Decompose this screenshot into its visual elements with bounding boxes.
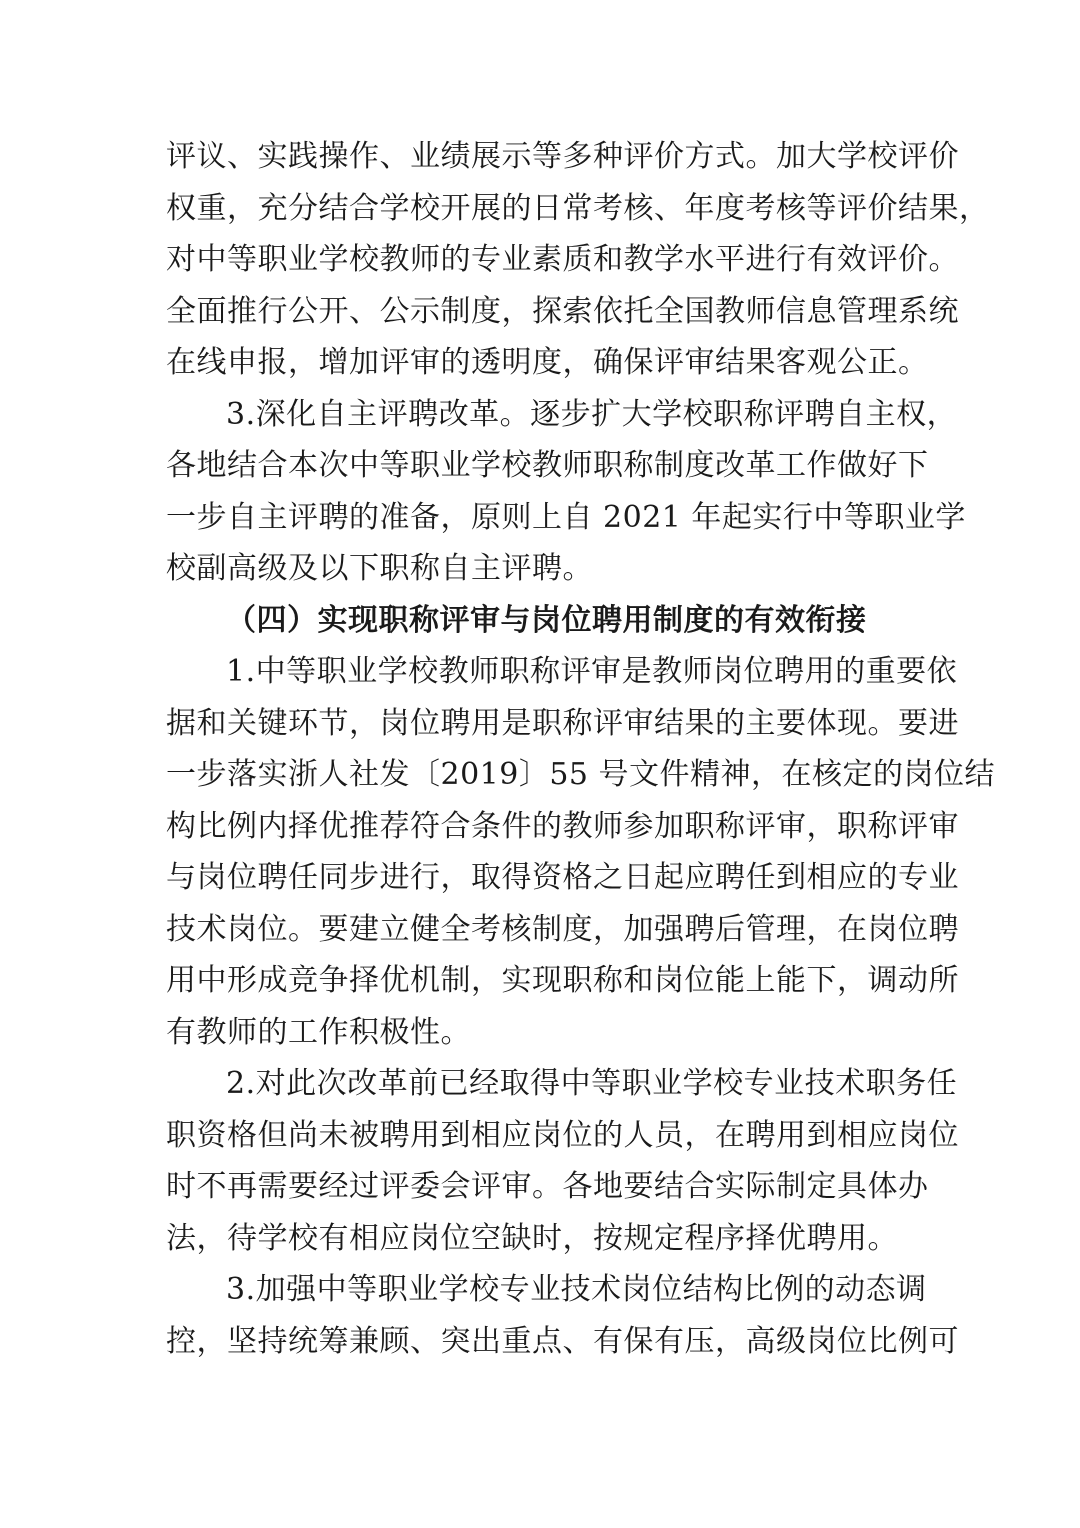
paragraph-line: 职资格但尚未被聘用到相应岗位的人员，在聘用到相应岗位 xyxy=(166,1117,959,1153)
paragraph-line: 2.对此次改革前已经取得中等职业学校专业技术职务任 xyxy=(226,1066,958,1101)
paragraph-line: 一步落实浙人社发〔2019〕55 号文件精神，在核定的岗位结 xyxy=(166,757,996,792)
paragraph-line: 权重，充分结合学校开展的日常考核、年度考核等评价结果， xyxy=(166,190,990,226)
paragraph-line: 1.中等职业学校教师职称评审是教师岗位聘用的重要依 xyxy=(226,654,958,689)
paragraph-line: 一步自主评聘的准备，原则上自 2021 年起实行中等职业学 xyxy=(166,499,966,535)
document-body xyxy=(166,131,996,1367)
paragraph-line: 时不再需要经过评委会评审。各地要结合实际制定具体办 xyxy=(166,1169,929,1204)
paragraph-line: 3.加强中等职业学校专业技术岗位结构比例的动态调 xyxy=(226,1272,927,1307)
paragraph-line: 据和关键环节，岗位聘用是职称评审结果的主要体现。要进 xyxy=(166,705,959,741)
paragraph-line: 在线申报，增加评审的透明度，确保评审结果客观公正。 xyxy=(166,345,929,380)
paragraph-line: 用中形成竞争择优机制，实现职称和岗位能上能下，调动所 xyxy=(166,963,959,998)
section-heading: （四）实现职称评审与岗位聘用制度的有效衔接 xyxy=(226,602,867,638)
paragraph-line: 各地结合本次中等职业学校教师职称制度改革工作做好下 xyxy=(166,448,929,483)
paragraph-line: 全面推行公开、公示制度，探索依托全国教师信息管理系统 xyxy=(166,293,959,329)
paragraph-line: 有教师的工作积极性。 xyxy=(166,1014,471,1050)
paragraph-line: 评议、实践操作、业绩展示等多种评价方式。加大学校评价 xyxy=(166,139,959,174)
paragraph-line: 与岗位聘任同步进行，取得资格之日起应聘任到相应的专业 xyxy=(166,860,959,895)
paragraph-line: 3.深化自主评聘改革。逐步扩大学校职称评聘自主权， xyxy=(226,396,958,432)
paragraph-line: 法，待学校有相应岗位空缺时，按规定程序择优聘用。 xyxy=(166,1220,898,1256)
paragraph-line: 构比例内择优推荐符合条件的教师参加职称评审，职称评审 xyxy=(166,808,959,844)
paragraph-line: 校副高级及以下职称自主评聘。 xyxy=(166,551,593,586)
paragraph-line: 控，坚持统筹兼顾、突出重点、有保有压，高级岗位比例可 xyxy=(166,1323,959,1359)
paragraph-line: 技术岗位。要建立健全考核制度，加强聘后管理，在岗位聘 xyxy=(166,911,959,947)
paragraph-line: 对中等职业学校教师的专业素质和教学水平进行有效评价。 xyxy=(166,242,959,277)
